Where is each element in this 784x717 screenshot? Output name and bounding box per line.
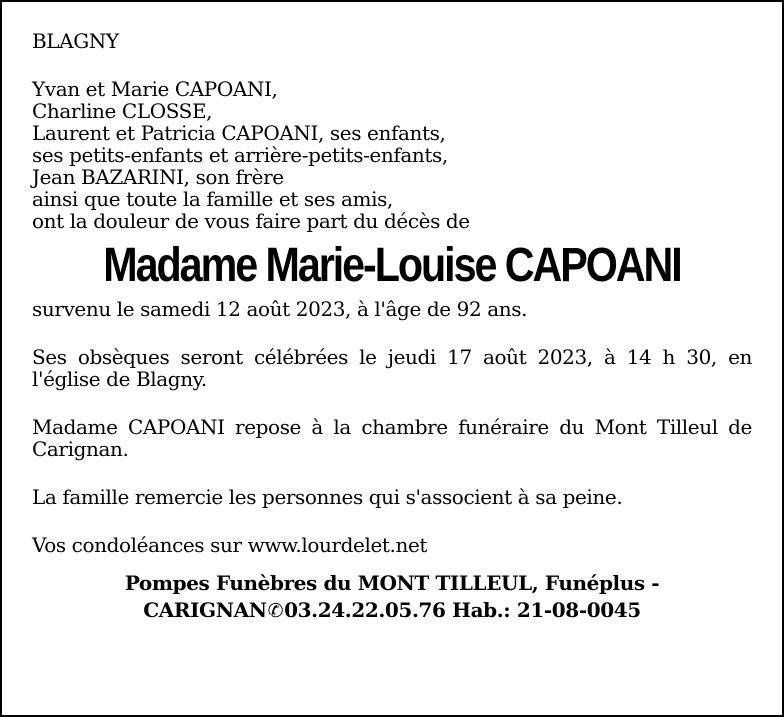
family-line: Charline CLOSSE, <box>32 99 213 123</box>
deceased-name: Madame Marie-Louise CAPOANI <box>103 239 681 292</box>
family-line: ses petits-enfants et arrière-petits-enfants, <box>32 143 448 167</box>
family-list <box>32 78 752 232</box>
funeral-info: Ses obsèques seront célébrées le jeudi 17 août 2023, à 14 h 30, en l'église de Blagny. <box>32 345 752 391</box>
undertaker-details: 03.24.22.05.76 Hab.: 21-08-0045 <box>284 598 641 622</box>
death-info: survenu le samedi 12 août 2023, à l'âge de 92 ans. <box>32 297 528 321</box>
family-line: Jean BAZARINI, son frère <box>32 165 284 189</box>
family-line: ainsi que toute la famille et ses amis, <box>32 187 393 211</box>
undertaker-block <box>32 570 752 625</box>
undertaker-name: Pompes Funèbres du MONT TILLEUL, Funéplus - <box>124 571 660 595</box>
condolences-info: Vos condoléances sur www.lourdelet.net <box>32 533 428 557</box>
undertaker-city: CARIGNAN <box>143 598 267 622</box>
undertaker-contact <box>32 597 752 625</box>
family-line: Laurent et Patricia CAPOANI, ses enfants, <box>32 121 446 145</box>
notice-content <box>32 30 752 625</box>
family-thanks: La famille remercie les personnes qui s'associent à sa peine. <box>32 485 623 509</box>
town-name: BLAGNY <box>32 29 119 53</box>
family-line: Yvan et Marie CAPOANI, <box>32 77 278 101</box>
phone-icon: ✆ <box>267 600 284 622</box>
family-line: ont la douleur de vous faire part du décès de <box>32 209 470 233</box>
resting-place-info: Madame CAPOANI repose à la chambre funéraire du Mont Tilleul de Carignan. <box>32 415 752 461</box>
